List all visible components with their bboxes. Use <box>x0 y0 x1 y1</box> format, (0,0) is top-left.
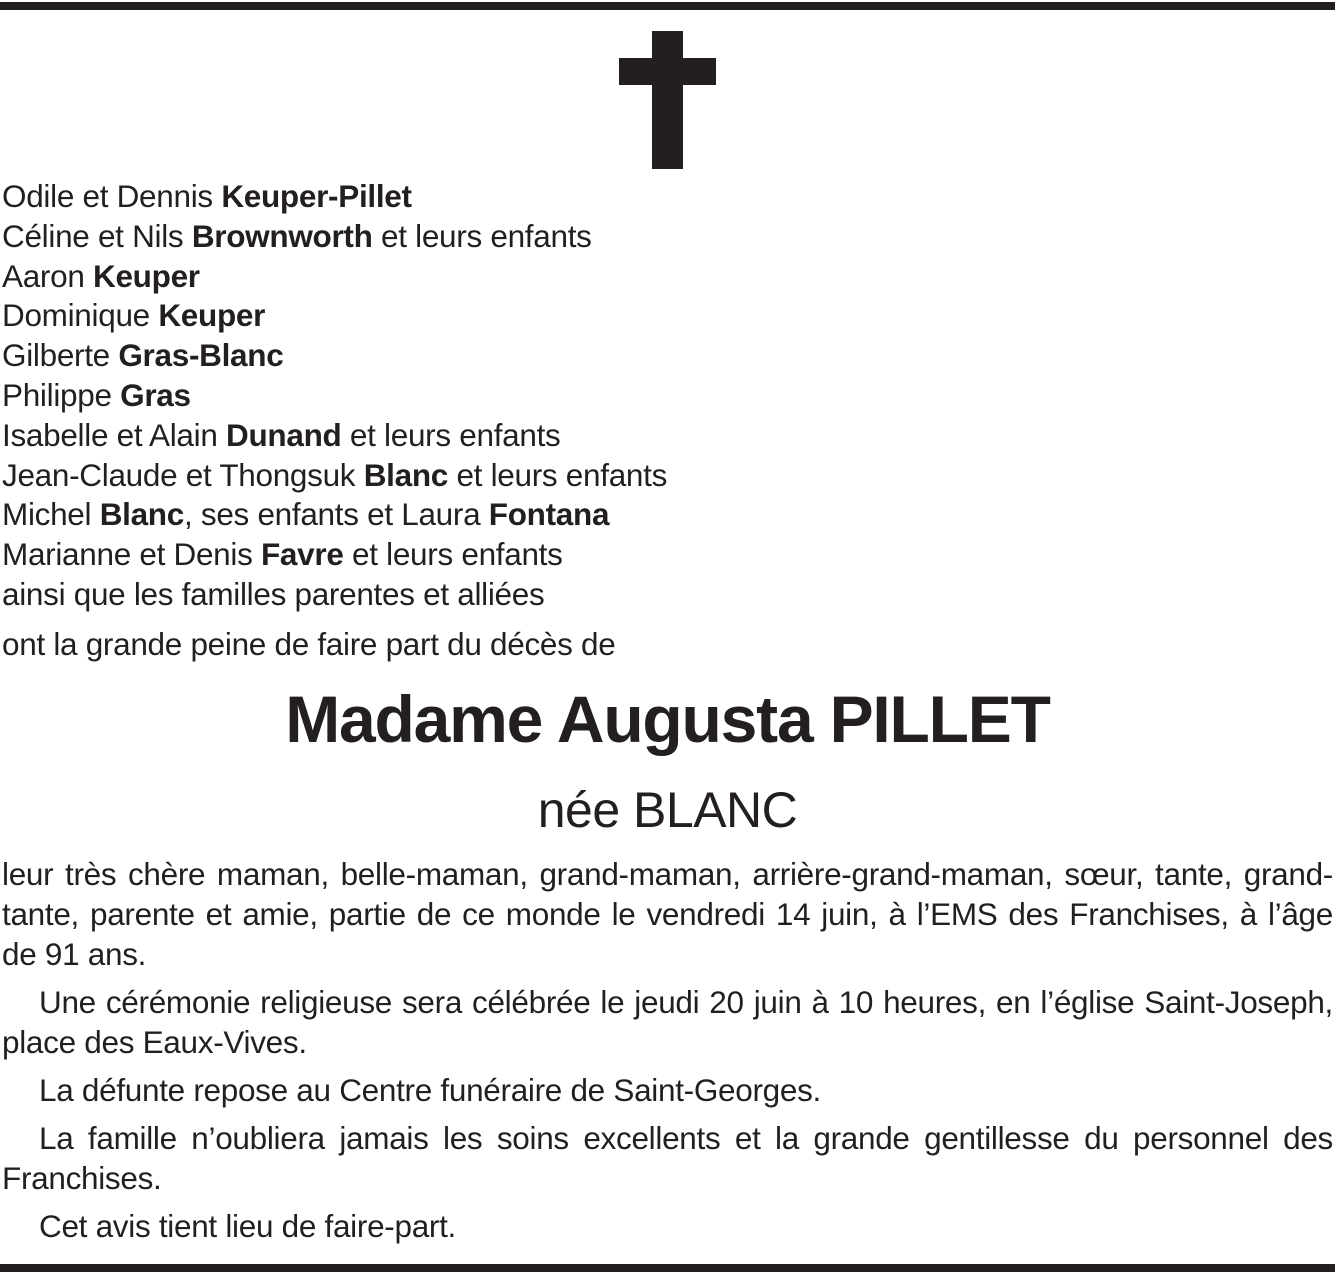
cross-icon <box>619 31 716 169</box>
deceased-name: Madame Augusta PILLET <box>285 682 1050 756</box>
family-surname: Fontana <box>488 496 610 533</box>
family-line: Odile et Dennis Keuper-Pillet <box>2 178 412 214</box>
notice-body <box>2 854 1333 1254</box>
family-surname: Keuper <box>158 297 266 334</box>
notice-paragraph: Cet avis tient lieu de faire-part. <box>39 1208 457 1244</box>
thanks-paragraph: La famille n’oubliera jamais les soins excellents et la grande gentillesse du personnel des Franchises. <box>2 1120 1333 1196</box>
top-border-rule <box>0 2 1335 10</box>
maiden-name: née BLANC <box>537 782 798 838</box>
family-line: Céline et Nils Brownworth et leurs enfants <box>2 217 592 254</box>
ceremony-paragraph: Une cérémonie religieuse sera célébrée le jeudi 20 juin à 10 heures, en l’église Saint-Joseph, place des Eaux-Vives. <box>2 984 1333 1060</box>
family-line: Marianne et Denis Favre et leurs enfants <box>2 536 563 573</box>
announcement-intro: ont la grande peine de faire part du décès de <box>2 626 616 662</box>
description-paragraph: leur très chère maman, belle-maman, grand-maman, arrière-grand-maman, sœur, tante, grand-tante, parente et amie, partie de ce monde le vendredi 14 juin, à l’EMS des Franchises, à l’âge de 91 ans. <box>2 856 1333 972</box>
family-surname: Gras-Blanc <box>118 337 284 374</box>
family-surname: Dunand <box>226 416 342 453</box>
family-line: Philippe Gras <box>2 376 191 413</box>
family-line: Michel Blanc, ses enfants et Laura Fontana <box>2 496 610 533</box>
family-surname: Blanc <box>363 456 448 493</box>
family-surname: Gras <box>120 376 191 413</box>
family-line: Aaron Keuper <box>2 257 200 294</box>
family-surname: Keuper <box>93 257 200 294</box>
family-surname: Favre <box>260 536 344 573</box>
family-line: ainsi que les familles parentes et alliées <box>2 575 545 612</box>
family-line: Isabelle et Alain Dunand et leurs enfants <box>2 416 561 453</box>
family-surname: Blanc <box>99 496 184 533</box>
bottom-border-rule <box>0 1264 1335 1272</box>
family-line: Gilberte Gras-Blanc <box>2 337 284 374</box>
rest-paragraph: La défunte repose au Centre funéraire de Saint-Georges. <box>39 1072 822 1108</box>
family-line: Dominique Keuper <box>2 297 266 334</box>
family-list <box>2 177 667 615</box>
family-surname: Brownworth <box>191 217 373 254</box>
family-line: Jean-Claude et Thongsuk Blanc et leurs enfants <box>2 456 668 493</box>
family-surname: Keuper-Pillet <box>221 178 412 214</box>
